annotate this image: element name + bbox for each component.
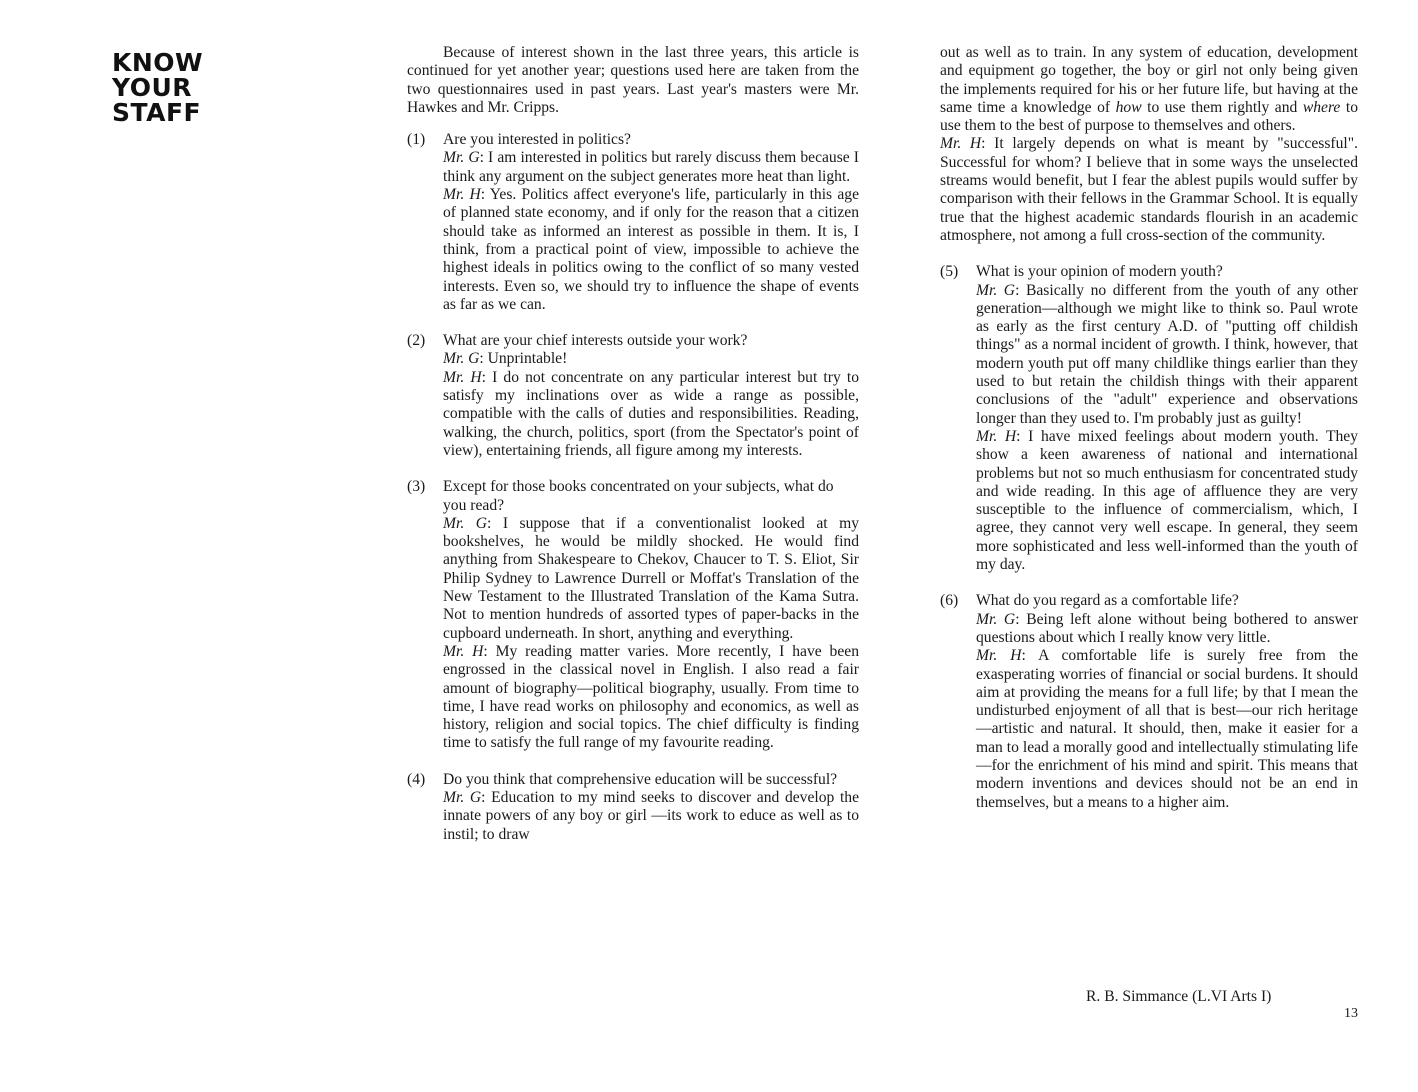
speaker-label: Mr. G <box>443 350 480 368</box>
heading-line-1: KNOW <box>112 48 204 77</box>
article-heading <box>112 50 203 125</box>
answers <box>443 515 859 753</box>
answer-text: to use them rightly and <box>1141 98 1303 116</box>
answer-mr-g-continued <box>940 44 1358 135</box>
question-5 <box>940 263 1358 574</box>
question-text: What do you regard as a comfortable life? <box>976 592 1239 610</box>
answers <box>443 350 859 460</box>
answer-mr-h <box>976 428 1358 574</box>
answer-mr-h <box>443 643 859 753</box>
speaker-label: Mr. H <box>976 647 1022 665</box>
question-text: Except for those books concentrated on your subjects, what do you read? <box>443 478 834 514</box>
heading-line-2: YOUR <box>112 73 193 102</box>
speaker-label: Mr. G <box>976 281 1016 299</box>
answer-text: : I have mixed feelings about modern youth. They show a keen awareness of national and international problems but not so much enthusiasm for concentrated study and wide reading. In this age of affluence they are very susceptible to the influence of commercialism, which, I agree, they cannot very well escape. In general, they seem more sophisticated and less well-informed than the youth of my day. <box>976 427 1359 574</box>
answer-text: : Unprintable! <box>479 350 568 368</box>
question-3 <box>407 478 859 752</box>
answer-mr-g <box>976 282 1358 428</box>
answer-mr-g <box>443 350 859 368</box>
answers <box>976 611 1358 812</box>
question-number: (1) <box>407 131 426 149</box>
question-number: (3) <box>407 478 426 496</box>
answer-mr-g <box>976 611 1358 648</box>
answer-text: : My reading matter varies. More recently, I have been engrossed in the classical novel in English. I also read a fair amount of biography—political biography, usually. From time to time, I have read works on philosophy and economics, as well as history, religion and social topics. The chief difficulty is finding time to satisfy the full range of my favourite reading. <box>443 642 859 752</box>
page-number: 13 <box>1344 1006 1358 1021</box>
speaker-label: Mr. H <box>443 186 481 204</box>
answer-mr-h <box>443 369 859 460</box>
answer-mr-g <box>443 149 859 186</box>
speaker-label: Mr. G <box>443 514 487 532</box>
answer-text: out as well as to train. In any system of education, development and equipment go together, the boy or girl not only being given the implements required for his or her future life, but having at the same time a knowledge of <box>940 44 1358 116</box>
answer-text: to use them to the best of purpose to themselves and others. <box>940 98 1358 135</box>
answer-mr-h <box>443 186 859 314</box>
answer-text: : A comfortable life is surely free from the exasperating worries of financial or social burdens. It should aim at providing the means for a full life; by that I mean the undisturbed enjoyment of all that is best—our rich heritage—artistic and natural. It should, then, make it easier for a man to lead a morally good and intellectually stimulating life—for the enrichment of his mind and spirit. This means that modern inventions and devices should not be an end in themselves, but a means to a higher aim. <box>976 647 1359 811</box>
question-1 <box>407 131 859 314</box>
question-text: What are your chief interests outside your work? <box>443 332 748 350</box>
answer-text: : I am interested in politics but rarely discuss them because I think any argument on the subject generates more heat than light. <box>443 149 859 185</box>
speaker-label: Mr. H <box>976 427 1017 445</box>
question-text: Do you think that comprehensive education will be successful? <box>443 770 838 788</box>
emphasis-how: how <box>1115 98 1142 116</box>
speaker-label: Mr. H <box>940 135 982 153</box>
question-6 <box>940 592 1358 812</box>
author-signature: R. B. Simmance (L.VI Arts I) <box>1086 988 1272 1005</box>
question-4 <box>407 771 859 844</box>
heading-line-3: STAFF <box>112 98 202 127</box>
answer-mr-h <box>976 647 1358 812</box>
question-4-continued <box>940 44 1358 245</box>
answer-text: : Basically no different from the youth of any other generation—although we might like to think so. Paul wrote as early as the first century A.D. of "putting off childish things" as a normal incident of growth. I think, however, that modern youth put off many childlike things earlier than they used to but retain the childish things with their apparent conclusions of the "adult" experience and observations longer than they used to. I'm probably just as guilty! <box>976 281 1358 427</box>
intro-paragraph: Because of interest shown in the last three years, this article is continued for yet another year; questions used here are taken from the two questionnaires used in past years. Last year's masters were Mr. Hawkes and Mr. Cripps. <box>407 44 859 116</box>
answers <box>443 149 859 314</box>
question-text: Are you interested in politics? <box>443 131 631 149</box>
question-number: (4) <box>407 770 426 788</box>
speaker-label: Mr. H <box>443 368 482 386</box>
answer-text: : Being left alone without being bothered to answer questions about which I really know very little. <box>976 610 1358 646</box>
question-number: (5) <box>940 263 959 281</box>
answers <box>443 789 859 844</box>
answer-text: : I do not concentrate on any particular interest but try to satisfy my inclinations over as wide a range as possible, compatible with the calls of duties and responsibilities. Reading, walking, the church, politics, sport (from the Spectator's point of view), entertaining friends, all figure among my interests. <box>443 368 859 459</box>
speaker-label: Mr. G <box>976 610 1016 628</box>
speaker-label: Mr. G <box>443 149 480 167</box>
left-column <box>407 44 859 862</box>
answer-mr-g <box>443 789 859 844</box>
question-number: (6) <box>940 592 959 610</box>
question-2 <box>407 332 859 460</box>
speaker-label: Mr. H <box>443 642 484 660</box>
question-text: What is your opinion of modern youth? <box>976 263 1223 281</box>
answers <box>976 282 1358 575</box>
emphasis-where: where <box>1302 98 1341 116</box>
answer-text: : It largely depends on what is meant by "successful". Successful for whom? I believe that in some ways the unselected streams would benefit, but I fear the ablest pupils would suffer by comparison with their fellows in the Grammar School. It is equally true that the highest academic standards flourish in an academic atmosphere, not among a full cross-section of the community. <box>940 135 1358 244</box>
answer-mr-g <box>443 515 859 643</box>
answer-text: : Yes. Politics affect everyone's life, particularly in this age of planned state economy, and if only for the reason that a citizen should take as informed an interest as possible in them. It is, I think, from a practical point of view, impossible to achieve the highest ideals in politics owing to the conflict of so many vested interests. Even so, we should try to influence the shape of events as far as we can. <box>443 186 859 313</box>
right-column <box>940 44 1358 830</box>
answer-mr-h <box>940 135 1358 245</box>
answer-text: : I suppose that if a conventionalist looked at my bookshelves, he would be mildly shocked. He would find anything from Shakespeare to Chekov, Chaucer to T. S. Eliot, Sir Philip Sydney to Lawrence Durrell or Moffat's Translation of the New Testament to the Illustrated Translation of the Kama Sutra. Not to mention hundreds of assorted types of paper-backs in the cupboard underneath. In short, anything and everything. <box>443 514 859 642</box>
speaker-label: Mr. G <box>443 788 482 806</box>
question-number: (2) <box>407 332 426 350</box>
answer-text: : Education to my mind seeks to discover and develop the innate powers of any boy or girl —its work to educe as well as to instil; to draw <box>443 788 860 843</box>
